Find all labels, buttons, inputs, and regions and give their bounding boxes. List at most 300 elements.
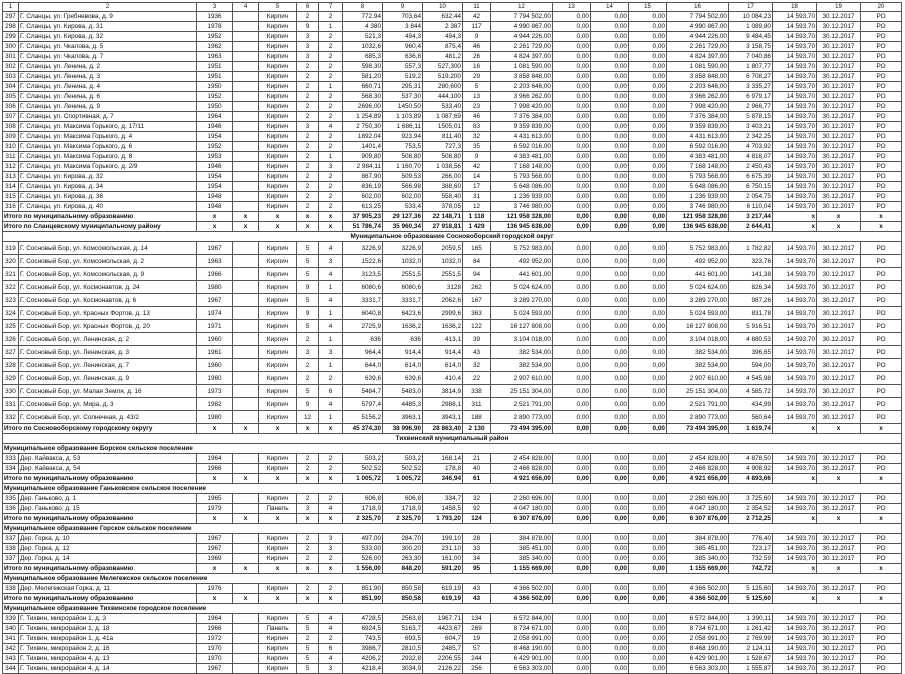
table-row [3, 294, 902, 307]
table-cell: 14 593,70 [773, 624, 817, 634]
table-cell: Кирпич [259, 122, 297, 132]
table-cell: Г. Сосновый Бор, ул. Космонавтов, д. 6 [19, 294, 197, 307]
table-cell: 5 752 983,00 [667, 242, 729, 255]
total-row [3, 212, 902, 222]
table-cell: 6040,8 [343, 307, 383, 320]
table-cell: 0,00 [553, 614, 591, 624]
table-cell: 4 824 397,00 [667, 52, 729, 62]
table-cell: x [319, 564, 343, 574]
table-row [3, 494, 902, 504]
table-cell: 8 734 671,00 [491, 624, 553, 634]
table-cell: 2 750,30 [343, 122, 383, 132]
table-cell: 30.12.2017 [817, 307, 861, 320]
table-cell: 0,00 [629, 32, 667, 42]
table-cell: 14 593,70 [773, 614, 817, 624]
table-cell: x [319, 222, 343, 232]
table-cell: 0,00 [553, 398, 591, 411]
table-cell: 1 005,72 [343, 474, 383, 484]
table-cell: Кирпич [259, 102, 297, 112]
table-row [3, 268, 902, 281]
table-cell: x [297, 474, 319, 484]
municipality-header-row [3, 574, 902, 584]
table-cell: Кирпич [259, 411, 297, 424]
table-cell: 16 127 808,00 [667, 320, 729, 333]
table-cell: 14 593,70 [773, 281, 817, 294]
table-cell: 2 [319, 142, 343, 152]
table-cell: 14 593,70 [773, 132, 817, 142]
table-cell: x [861, 564, 902, 574]
table-cell: 13 [463, 92, 491, 102]
table-cell: 388,60 [423, 182, 463, 192]
table-cell: 325 [3, 320, 19, 333]
table-cell: Г. Сланцы, ул. Гребневова, д. 9 [19, 12, 197, 22]
table-cell: 2062,6 [423, 294, 463, 307]
table-cell: 14 593,70 [773, 42, 817, 52]
table-cell: 639,6 [343, 372, 383, 385]
table-cell: x [319, 212, 343, 222]
table-cell: 338 [3, 544, 19, 554]
table-cell: 30.12.2017 [817, 294, 861, 307]
table-cell: 14 593,70 [773, 182, 817, 192]
table-cell: 0,00 [591, 534, 629, 544]
table-cell: 1948 [197, 202, 233, 212]
table-cell: 5156,2 [343, 411, 383, 424]
table-cell: 297 [3, 12, 19, 22]
table-cell: 0,00 [629, 62, 667, 72]
table-cell [233, 52, 259, 62]
table-cell: 30.12.2017 [817, 202, 861, 212]
table-cell [233, 102, 259, 112]
table-cell: 30.12.2017 [817, 12, 861, 22]
table-cell: 0,00 [629, 255, 667, 268]
table-cell: 772,94 [343, 12, 383, 22]
table-cell: 6423,6 [383, 307, 423, 320]
table-cell: 2 521 791,00 [491, 398, 553, 411]
table-cell: 382 534,00 [667, 359, 729, 372]
table-cell: 636 [383, 333, 423, 346]
table-cell: 5 [297, 320, 319, 333]
table-cell: 2 [297, 464, 319, 474]
table-cell: 0,00 [591, 132, 629, 142]
table-cell: 0,00 [553, 132, 591, 142]
total-row [3, 514, 902, 524]
table-cell: 384 878,00 [667, 534, 729, 544]
table-cell: 35 960,34 [383, 222, 423, 232]
table-cell [233, 182, 259, 192]
table-cell: 5 [297, 644, 319, 654]
table-row [3, 534, 902, 544]
table-cell: 5 878,15 [729, 112, 773, 122]
table-cell: 167 [463, 294, 491, 307]
table-cell: Г. Тихвин, микрорайон 1, д. 3 [19, 614, 197, 624]
table-cell: РО [861, 32, 902, 42]
table-cell: 0,00 [553, 72, 591, 82]
table-cell: 987,26 [729, 294, 773, 307]
table-cell: 0,00 [591, 307, 629, 320]
table-cell: 25 151 304,00 [491, 385, 553, 398]
table-cell: 7 794 502,00 [667, 12, 729, 22]
table-cell [233, 624, 259, 634]
table-cell: 2 [319, 192, 343, 202]
table-cell: 14 593,70 [773, 634, 817, 644]
table-cell: 1 793,20 [423, 514, 463, 524]
table-cell: 0,00 [591, 202, 629, 212]
table-cell: x [233, 424, 259, 434]
table-cell: 1 236 939,00 [491, 192, 553, 202]
table-cell: 4 380 [343, 22, 383, 32]
table-cell: 2 [297, 142, 319, 152]
table-cell: 0,00 [591, 634, 629, 644]
table-row [3, 12, 902, 22]
table-cell: 743,5 [343, 634, 383, 644]
table-cell: 0,00 [553, 624, 591, 634]
table-cell: Итого по муниципальному образованию [3, 514, 197, 524]
table-cell: 1951 [197, 62, 233, 72]
table-cell: 30.12.2017 [817, 398, 861, 411]
table-cell: 3 [319, 255, 343, 268]
table-cell: 1401,4 [343, 142, 383, 152]
table-cell: 30.12.2017 [817, 584, 861, 594]
table-cell: 2 [319, 92, 343, 102]
table-cell: 0,00 [553, 12, 591, 22]
table-cell: Дер. Ганьково, д. 15 [19, 504, 197, 514]
table-cell: РО [861, 307, 902, 320]
table-cell: 598,30 [343, 62, 383, 72]
table-cell: 1032,0 [423, 255, 463, 268]
table-row [3, 132, 902, 142]
table-cell: 0,00 [553, 162, 591, 172]
table-cell: x [817, 212, 861, 222]
table-cell: 1 261,42 [729, 624, 773, 634]
table-cell: 2 [297, 202, 319, 212]
table-cell: Г. Сосновый Бор, ул. Космонавтов, д. 24 [19, 281, 197, 294]
table-cell: 1636,2 [423, 320, 463, 333]
table-cell: РО [861, 664, 902, 674]
table-cell: 3 158,75 [729, 42, 773, 52]
table-cell: 2 [319, 634, 343, 644]
table-cell: Кирпич [259, 320, 297, 333]
table-cell: 305 [3, 92, 19, 102]
table-cell: 1 [319, 152, 343, 162]
table-cell: 0,00 [591, 182, 629, 192]
table-cell: 0,00 [629, 514, 667, 524]
table-cell: 9 [463, 152, 491, 162]
table-cell [233, 112, 259, 122]
table-cell: 2 [297, 72, 319, 82]
table-row [3, 664, 902, 674]
table-cell: Г. Сланцы, ул. Кирова, д. 36 [19, 192, 197, 202]
table-cell: 2 712,25 [729, 514, 773, 524]
table-cell: Г. Сланцы, ул. Чкалова, д. 7 [19, 52, 197, 62]
table-cell: 244 [463, 654, 491, 664]
table-cell: 0,00 [591, 82, 629, 92]
table-cell: 32 [463, 132, 491, 142]
table-cell: РО [861, 454, 902, 464]
table-row [3, 654, 902, 664]
table-cell: 30.12.2017 [817, 614, 861, 624]
table-cell: 2206,55 [423, 654, 463, 664]
table-cell: 6 708,27 [729, 72, 773, 82]
table-cell: 636 [343, 333, 383, 346]
table-cell: 312 [3, 162, 19, 172]
table-cell: 5 024 593,00 [491, 307, 553, 320]
table-cell: 4 383 481,00 [491, 152, 553, 162]
table-cell: Итого по муниципальному образованию [3, 212, 197, 222]
table-cell: 1963 [197, 255, 233, 268]
table-cell: Кирпич [259, 464, 297, 474]
table-cell: 753,5 [383, 142, 423, 152]
table-cell: 0,00 [591, 255, 629, 268]
table-cell: 0,00 [553, 142, 591, 152]
table-cell: 4485,3 [383, 398, 423, 411]
table-cell: Г. Тихвин, микрорайон 4, д. 13 [19, 654, 197, 664]
table-cell: 851,90 [343, 584, 383, 594]
table-cell: x [297, 594, 319, 604]
table-cell: 0,00 [553, 122, 591, 132]
table-cell: 0,00 [553, 62, 591, 72]
table-cell: 2 890 773,00 [491, 411, 553, 424]
table-cell: 328 [3, 359, 19, 372]
table-cell: 0,00 [591, 664, 629, 674]
table-cell: 1978 [197, 22, 233, 32]
table-cell: Кирпич [259, 664, 297, 674]
table-cell: 0,00 [591, 372, 629, 385]
table-row [3, 152, 902, 162]
table-cell: 14 593,70 [773, 122, 817, 132]
table-cell: Г. Сланцы, ул. Ленина, д. 9 [19, 102, 197, 112]
table-cell: 14 593,70 [773, 172, 817, 182]
table-cell: 0,00 [629, 202, 667, 212]
table-cell: 1 807,77 [729, 62, 773, 72]
table-cell: Кирпич [259, 494, 297, 504]
table-cell: 0,00 [629, 385, 667, 398]
table-cell: 3 289 270,00 [667, 294, 729, 307]
table-cell: 4218,4 [343, 664, 383, 674]
table-row [3, 333, 902, 346]
table-cell: 0,00 [553, 182, 591, 192]
table-cell: Г. Сосновый Бор, ул. Ленинская, д. 2 [19, 333, 197, 346]
table-cell: 497,00 [343, 534, 383, 544]
table-cell: x [861, 424, 902, 434]
table-cell: 964,4 [343, 346, 383, 359]
table-cell: Муниципальное образование Сосновоборский городской округ [3, 232, 902, 242]
table-cell: 1951 [197, 72, 233, 82]
table-cell: 263,30 [383, 554, 423, 564]
table-cell: 30.12.2017 [817, 664, 861, 674]
table-cell: 1 [319, 82, 343, 92]
table-cell: x [197, 474, 233, 484]
table-cell: 2 124,11 [729, 644, 773, 654]
table-cell: 1976 [197, 584, 233, 594]
table-row [3, 385, 902, 398]
table-cell: Г. Сосновый Бор, ул. Красных Фортов, д. 13 [19, 307, 197, 320]
table-cell: Г. Сланцы, ул. Ленина, д. 3 [19, 72, 197, 82]
table-cell: 333 [3, 454, 19, 464]
table-cell: 581,20 [343, 72, 383, 82]
table-cell: 0,00 [553, 424, 591, 434]
table-cell: 337 [3, 534, 19, 544]
table-cell: 9 [297, 281, 319, 294]
table-cell: 1967 [197, 242, 233, 255]
table-cell: 1980 [197, 411, 233, 424]
table-cell: 0,00 [629, 454, 667, 464]
table-cell: 0,00 [629, 664, 667, 674]
table-cell: РО [861, 584, 902, 594]
table-cell: 43 [463, 594, 491, 604]
table-cell: 4 944 226,00 [491, 32, 553, 42]
table-cell: 0,00 [553, 514, 591, 524]
table-cell: Панель [259, 504, 297, 514]
table-cell: 1 038,56 [423, 162, 463, 172]
table-cell: РО [861, 242, 902, 255]
table-cell: x [773, 424, 817, 434]
table-cell: 23 [463, 102, 491, 112]
table-cell [233, 504, 259, 514]
table-cell: Г. Сосновый Бор, ул. Солнечная, д. 43/2 [19, 411, 197, 424]
table-cell: РО [861, 112, 902, 122]
table-cell: 30.12.2017 [817, 82, 861, 92]
table-cell: 1 103,89 [383, 112, 423, 122]
table-cell: 2 058 991,00 [491, 634, 553, 644]
table-cell: 0,00 [591, 544, 629, 554]
table-cell: 0,00 [591, 564, 629, 574]
table-cell: x [861, 514, 902, 524]
table-cell: 346,94 [423, 474, 463, 484]
table-cell: 14 593,70 [773, 534, 817, 544]
table-cell: РО [861, 12, 902, 22]
table-cell: Муниципальное образование Горское сельское поселение [3, 524, 902, 534]
table-cell: 2 130 [463, 424, 491, 434]
table-cell: 30.12.2017 [817, 454, 861, 464]
table-cell: РО [861, 102, 902, 112]
table-cell: 0,00 [553, 152, 591, 162]
table-cell: 14 593,70 [773, 22, 817, 32]
table-cell: 0,00 [553, 654, 591, 664]
table-cell [233, 464, 259, 474]
table-cell: 1952 [197, 142, 233, 152]
table-row [3, 32, 902, 42]
table-cell: Кирпич [259, 534, 297, 544]
table-cell: 42 [463, 12, 491, 22]
table-cell: 0,00 [553, 320, 591, 333]
table-cell: 0,00 [629, 333, 667, 346]
table-cell: 1 390,11 [729, 614, 773, 624]
table-cell: x [233, 212, 259, 222]
table-cell: 1964 [197, 112, 233, 122]
table-cell: Дер. Мелегежская Горка, д. 11 [19, 584, 197, 594]
table-cell: 0,00 [629, 464, 667, 474]
table-cell: 5 916,51 [729, 320, 773, 333]
table-cell: 42 [463, 162, 491, 172]
table-row [3, 464, 902, 474]
table-cell [233, 454, 259, 464]
table-cell: 382 534,00 [491, 346, 553, 359]
table-cell: Г. Сланцы, ул. Чкалова, д. 5 [19, 42, 197, 52]
table-cell: 6 979,17 [729, 92, 773, 102]
table-cell: РО [861, 411, 902, 424]
table-cell: 1952 [197, 92, 233, 102]
table-cell: 14 593,70 [773, 162, 817, 172]
table-cell: 0,00 [629, 424, 667, 434]
table-cell: 0,00 [591, 554, 629, 564]
table-cell: 1966 [197, 464, 233, 474]
table-cell: 3814,9 [423, 385, 463, 398]
table-cell: 18 [773, 3, 817, 12]
table-cell: РО [861, 62, 902, 72]
table-cell: 1964 [197, 454, 233, 464]
table-cell: 30.12.2017 [817, 42, 861, 52]
table-cell: 0,00 [553, 454, 591, 464]
table-cell: 3 [319, 346, 343, 359]
table-cell: 4 921 656,00 [491, 474, 553, 484]
table-cell: 15 [629, 3, 667, 12]
table-cell: 1966 [197, 268, 233, 281]
table-cell: 1953 [197, 152, 233, 162]
total-row [3, 564, 902, 574]
table-cell: 310 [3, 142, 19, 152]
table-cell: 0,00 [629, 320, 667, 333]
table-cell: 3128 [423, 281, 463, 294]
table-cell: 385 340,00 [667, 554, 729, 564]
table-cell: 0,00 [553, 112, 591, 122]
table-cell: 2 [297, 102, 319, 112]
table-cell: 0,00 [591, 624, 629, 634]
table-cell: 5 [297, 385, 319, 398]
table-cell: 6 572 844,00 [667, 614, 729, 624]
table-cell: 1980 [197, 281, 233, 294]
table-cell: 0,00 [591, 333, 629, 346]
table-cell: 30.12.2017 [817, 255, 861, 268]
table-cell: Кирпич [259, 346, 297, 359]
table-cell: 199,10 [423, 534, 463, 544]
table-cell: 2 [319, 464, 343, 474]
table-row [3, 624, 902, 634]
table-cell: 3226,9 [383, 242, 423, 255]
table-cell: 0,00 [553, 102, 591, 112]
table-cell: 2 203 646,00 [491, 82, 553, 92]
table-cell: 4 818,07 [729, 152, 773, 162]
table-cell: 7 998 420,00 [491, 102, 553, 112]
table-cell: Г. Тихвин, микрорайон 1, д. 41а [19, 634, 197, 644]
table-cell: Дер. Ганьково, д. 1 [19, 494, 197, 504]
table-cell: 95 [463, 564, 491, 574]
table-cell [233, 644, 259, 654]
table-cell: 7 168 148,00 [491, 162, 553, 172]
table-cell: 46 [463, 112, 491, 122]
table-cell: РО [861, 162, 902, 172]
table-cell: 5 [297, 664, 319, 674]
table-cell: 0,00 [629, 92, 667, 102]
table-cell: Итого по муниципальному образованию [3, 474, 197, 484]
table-cell: 0,00 [629, 624, 667, 634]
table-cell: РО [861, 544, 902, 554]
table-cell: x [233, 564, 259, 574]
table-cell: РО [861, 152, 902, 162]
table-cell: 0,00 [591, 474, 629, 484]
table-cell: 1 556,00 [343, 564, 383, 574]
table-cell: 6 [319, 385, 343, 398]
table-cell: 0,00 [629, 162, 667, 172]
table-cell: 2 [297, 544, 319, 554]
table-cell: 27 918,81 [423, 222, 463, 232]
table-cell: 732,59 [729, 554, 773, 564]
table-cell: 30.12.2017 [817, 281, 861, 294]
table-cell: 6924,5 [343, 624, 383, 634]
table-cell: 322 [3, 281, 19, 294]
table-cell: 1948 [197, 192, 233, 202]
table-cell: 0,00 [629, 644, 667, 654]
table-cell: 619,19 [423, 584, 463, 594]
